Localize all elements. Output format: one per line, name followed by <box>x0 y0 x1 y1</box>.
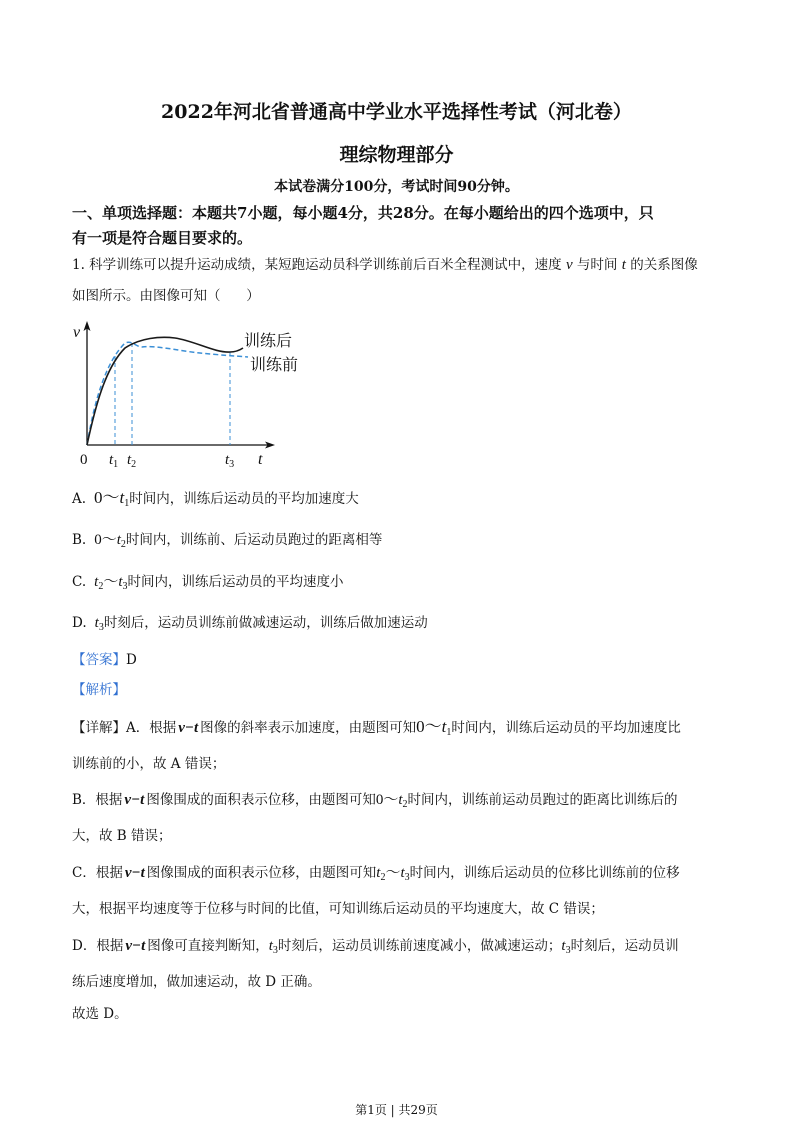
option-range: 0～ <box>94 532 117 548</box>
tick-variable: t <box>109 452 114 468</box>
answer-tag: 【答案】 <box>72 652 126 668</box>
detail-range: 0～ <box>375 792 399 808</box>
x-axis-label: t <box>258 451 263 468</box>
section-heading-line-2: 有一项是符合题目要求的。 <box>72 229 253 247</box>
detail-range: 0～ <box>416 717 442 736</box>
option-variable: t <box>94 615 99 631</box>
detail-subscript: 2 <box>380 872 386 883</box>
option-subscript: 2 <box>98 581 104 592</box>
vt-symbol: v−t <box>124 792 145 808</box>
option-text: 时刻后，运动员训练前做减速运动，训练后做加速运动 <box>103 615 428 631</box>
stem-text: 1. 科学训练可以提升运动成绩，某短跑运动员科学训练前后百米全程测试中，速度 <box>72 257 566 273</box>
detail-a-line-2: 训练前的小，故 A 错误； <box>72 756 226 772</box>
tick-variable: t <box>225 452 230 468</box>
answer-line <box>72 650 137 670</box>
option-text: 时间内，训练前、后运动员跑过的距离相等 <box>125 532 383 548</box>
before-training-label: 训练前 <box>250 355 299 374</box>
detail-subscript: 3 <box>404 872 410 883</box>
section-heading-line-1: 一、单项选择题：本题共7小题，每小题4分，共28分。在每小题给出的四个选项中，只 <box>72 204 654 222</box>
option-range: 0～ <box>94 488 120 507</box>
tick-subscript: 2 <box>131 459 137 470</box>
vt-symbol: v−t <box>125 938 146 954</box>
question-1-stem-line-2: 如图所示。由图像可知（ ） <box>72 288 260 304</box>
detail-variable: t <box>561 938 566 954</box>
detail-variable: t <box>376 865 381 881</box>
page-subtitle: 理综物理部分 <box>339 144 454 166</box>
y-axis-label: v <box>73 324 81 341</box>
detail-subscript: 3 <box>565 945 571 956</box>
option-label: C. <box>72 574 87 590</box>
option-subscript: 3 <box>98 622 104 633</box>
detail-text: 图像围成的面积表示位移，由题图可知 <box>146 865 377 881</box>
detail-subscript: 3 <box>272 945 278 956</box>
option-c <box>72 572 344 594</box>
stem-text: 与时间 <box>572 257 622 273</box>
curve-before-training <box>87 342 248 445</box>
detail-subscript: 2 <box>402 799 408 810</box>
page-footer: 第1页 | 共29页 <box>355 1103 438 1117</box>
option-variable: t <box>118 574 123 590</box>
tick-subscript: 1 <box>113 459 119 470</box>
analysis-line <box>72 680 126 700</box>
detail-b-line-1 <box>72 790 678 812</box>
option-variable: t <box>119 488 125 507</box>
detail-c-line-2: 大，根据平均速度等于位移与时间的比值，可知训练后运动员的平均速度大，故 C 错误； <box>72 901 604 917</box>
detail-text: C．根据 <box>72 865 123 881</box>
after-training-label: 训练后 <box>244 331 293 350</box>
option-b <box>72 530 382 552</box>
detail-a-line-1 <box>72 717 681 740</box>
page-title: 2022年河北省普通高中学业水平选择性考试（河北卷） <box>161 101 632 123</box>
option-d <box>72 613 428 635</box>
detail-variable: t <box>268 938 273 954</box>
analysis-tag: 【解析】 <box>72 682 126 698</box>
detail-tag: 【详解】 <box>72 720 126 736</box>
stem-text: 的关系图像 <box>625 257 698 273</box>
detail-text: 时刻后，运动员训 <box>570 938 679 954</box>
tick-subscript: 3 <box>229 459 235 470</box>
detail-text: 时间内，训练后运动员的平均加速度比 <box>451 720 681 736</box>
detail-d-line-1 <box>72 936 679 958</box>
option-subscript: 2 <box>120 539 126 550</box>
detail-text: 图像围成的面积表示位移，由题图可知 <box>146 792 376 808</box>
time-symbol: t <box>621 257 626 273</box>
velocity-symbol: v <box>565 257 573 273</box>
detail-text: 时间内，训练后运动员的位移比训练前的位移 <box>409 865 680 881</box>
option-variable: t <box>94 574 99 590</box>
detail-range: ～ <box>385 865 401 881</box>
option-subscript: 3 <box>122 581 128 592</box>
detail-text: 图像可直接判断知， <box>147 938 269 954</box>
detail-c-line-1 <box>72 863 680 885</box>
detail-subscript: 1 <box>446 727 452 738</box>
origin-label: 0 <box>80 452 88 468</box>
detail-b-line-2: 大，故 B 错误； <box>72 828 172 844</box>
detail-text: 时刻后，运动员训练前速度减小，做减速运动； <box>277 938 562 954</box>
velocity-time-graph <box>70 318 315 473</box>
option-label: A. <box>72 491 87 507</box>
option-label: B. <box>72 532 87 548</box>
option-text: 时间内，训练后运动员的平均速度小 <box>127 574 344 590</box>
detail-variable: t <box>441 717 447 736</box>
detail-text: 图像的斜率表示加速度，由题图可知 <box>200 720 417 736</box>
t1-label <box>109 452 118 470</box>
option-subscript: 1 <box>124 498 130 509</box>
answer-value: D <box>126 652 137 668</box>
tick-variable: t <box>127 452 132 468</box>
option-label: D. <box>72 615 87 631</box>
vt-symbol: v−t <box>178 720 199 736</box>
conclusion-line: 故选 D。 <box>72 1006 128 1022</box>
vt-symbol: v−t <box>124 865 145 881</box>
option-range: ～ <box>103 574 119 590</box>
question-1-stem-line-1 <box>72 255 698 275</box>
option-variable: t <box>116 532 121 548</box>
detail-text: D．根据 <box>72 938 124 954</box>
option-a <box>72 488 359 511</box>
detail-variable: t <box>398 792 403 808</box>
option-text: 时间内，训练后运动员的平均加速度大 <box>129 491 359 507</box>
detail-text: B．根据 <box>72 792 123 808</box>
detail-text: 时间内，训练前运动员跑过的距离比训练后的 <box>407 792 678 808</box>
exam-note: 本试卷满分100分，考试时间90分钟。 <box>274 179 519 195</box>
detail-d-line-2: 练后速度增加，做加速运动，故 D 正确。 <box>72 974 321 990</box>
t2-label <box>127 452 136 470</box>
detail-variable: t <box>400 865 405 881</box>
detail-text: A．根据 <box>126 720 177 736</box>
curve-after-training <box>87 337 243 445</box>
t3-label <box>225 452 234 470</box>
